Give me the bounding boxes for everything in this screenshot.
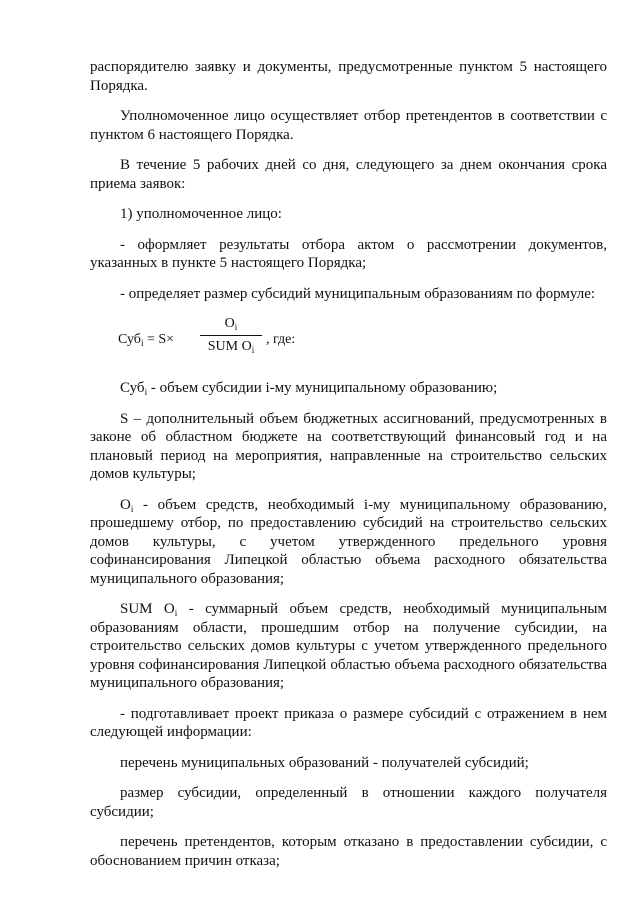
paragraph-recipients-list: перечень муниципальных образований - получателей субсидий; [120, 754, 529, 771]
definition-sum: SUM $O_i$ - суммарный объем средств, необходимый муниципальным образованиям области, прошедшим отбор на получение субсидии, на строительство сельских домов культуры с учетом утвержденного предельного уровня софинансирования Липецкой областью объема расходного обязательства муниципального образования; [90, 601, 607, 691]
subsidy-formula [118, 317, 607, 365]
paragraph-refused-list: перечень претендентов, которым отказано в предоставлении субсидии, с обоснованием причин отказа; [90, 834, 607, 869]
paragraph-order-draft: - подготавливает проект приказа о размере субсидий с отражением в нем следующей информации: [90, 705, 607, 740]
paragraph-formula-intro: - определяет размер субсидий муниципальным образованиям по формуле: [120, 285, 596, 302]
definition-o: $O_i$ - объем средств, необходимый i-му муниципальному образованию, прошедшему отбор, по предоставлению субсидий на строительство сельских домов культуры, с учетом утвержденного предельного уровня софинансирования Липецкой областью объема расходного обязательства муниципального образования; [90, 496, 607, 587]
document-page [90, 58, 607, 882]
formula-suffix: , где: [266, 332, 296, 347]
fraction-bar [200, 335, 262, 336]
formula-numerator: $O_i$ [224, 316, 238, 332]
paragraph-authorized-person: 1) уполномоченное лицо: [120, 206, 282, 222]
formula-lhs: Суб$_i$ = S× [118, 332, 175, 348]
paragraph-deadline: В течение 5 рабочих дней со дня, следующего за днем окончания срока приема заявок: [90, 157, 607, 192]
paragraph-subsidy-size: размер субсидии, определенный в отношении каждого получателя субсидии; [90, 785, 607, 820]
definition-sub: Суб$_i$ - объем субсидии i-му муниципальному образованию; [120, 380, 498, 397]
paragraph-act: - оформляет результаты отбора актом о рассмотрении документов, указанных в пункте 5 настоящего Порядка; [90, 236, 607, 271]
formula-denominator: SUM $O_i$ [207, 339, 255, 355]
definition-s: S – дополнительный объем бюджетных ассигнований, предусмотренных в законе об областном бюджете на соответствующий финансовый год и на плановый период на мероприятия, направленные на строительство сельских домов культуры; [90, 410, 607, 482]
paragraph-continuation: распорядителю заявку и документы, предусмотренные пунктом 5 настоящего Порядка. [90, 59, 607, 94]
paragraph-selection: Уполномоченное лицо осуществляет отбор претендентов в соответствии с пунктом 6 настоящего Порядка. [90, 108, 607, 143]
